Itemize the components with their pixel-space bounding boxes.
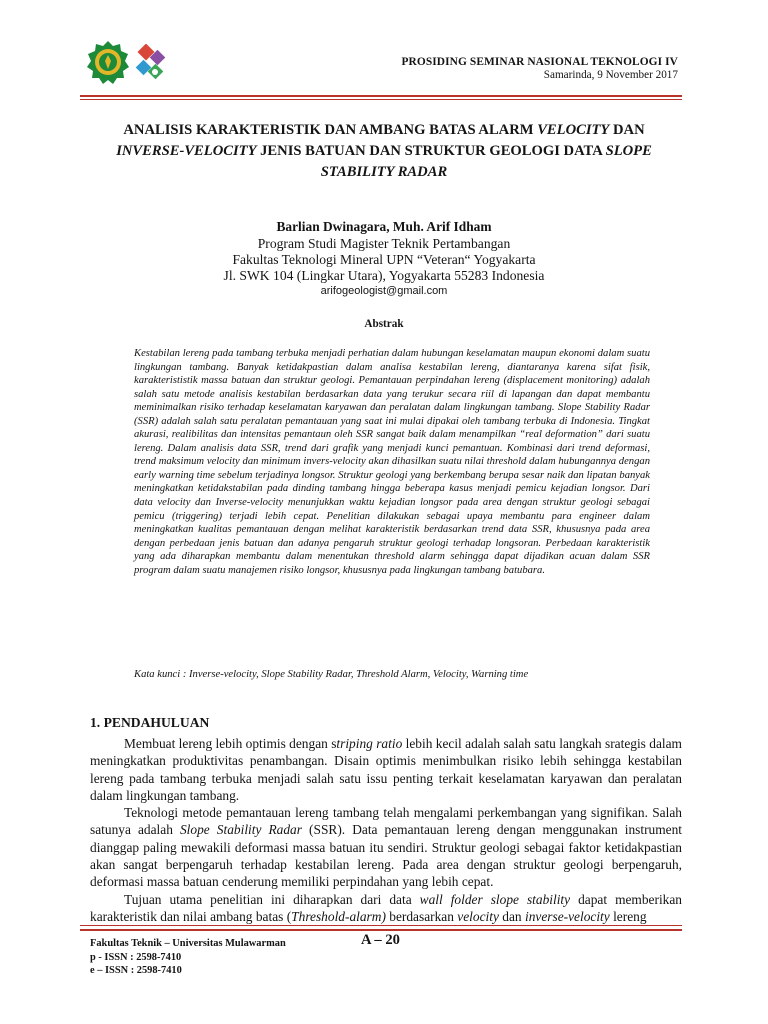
abstract-heading: Abstrak xyxy=(364,318,404,330)
affiliation-line: Fakultas Teknologi Mineral UPN “Veteran“ Yogyakarta xyxy=(232,252,536,267)
page-header xyxy=(0,0,768,108)
body-paragraph: Teknologi metode pemantauan lereng tambang telah mengalami perkembangan yang signifikan. Salah satunya adalah Slope Stability Radar (SSR). Data pemantauan lereng dengan menggunakan instrument dianggap paling mewakili deformasi massa batuan itu sendiri. Struktur geologi sebagai faktor ketidakpastian akan sangat berpengaruh terhadap kestabilan lereng. Pada area dengan struktur geologi berpengaruh, deformasi massa batuan cenderung memiliki perpindahan yang lebih cepat. xyxy=(90,805,683,890)
footer-info xyxy=(90,937,286,978)
conference-info xyxy=(402,56,679,81)
author-email: arifogeologist@gmail.com xyxy=(320,285,448,297)
page-number: A – 20 xyxy=(361,932,400,948)
faculty-logo-icon xyxy=(130,44,168,82)
footer-p-issn: p - ISSN : 2598-7410 xyxy=(90,951,182,963)
header-divider xyxy=(80,95,682,97)
header-divider-thin xyxy=(80,99,682,100)
conference-title: PROSIDING SEMINAR NASIONAL TEKNOLOGI IV xyxy=(401,56,678,68)
footer-divider xyxy=(80,929,682,931)
affiliation-line: Program Studi Magister Teknik Pertambangan xyxy=(257,236,511,251)
keywords: Kata kunci : Inverse-velocity, Slope Stability Radar, Threshold Alarm, Velocity, Warning time xyxy=(134,669,529,680)
university-logo-icon xyxy=(86,40,130,84)
body-paragraph: Tujuan utama penelitian ini diharapkan dari data wall folder slope stability dapat memberikan karakteristik dan nilai ambang batas (Threshold-alarm) berdasarkan velocity dan inverse-velocity lereng xyxy=(90,891,682,924)
paper-title: ANALISIS KARAKTERISTIK DAN AMBANG BATAS ALARM VELOCITY DAN INVERSE-VELOCITY JENIS BATUAN DAN STRUKTUR GEOLOGI DATA SLOPE STABILITY RADAR xyxy=(116,122,652,180)
section-heading: 1. PENDAHULUAN xyxy=(90,715,210,730)
section-body xyxy=(90,735,682,925)
footer-institution: Fakultas Teknik – Universitas Mulawarman xyxy=(90,938,286,949)
paper-authors: Barlian Dwinagara, Muh. Arif Idham xyxy=(276,219,492,234)
abstract-text: Kestabilan lereng pada tambang terbuka menjadi perhatian dalam hubungan keselamatan maupun ekonomi dalam suatu lingkungan tambang. Banyak ketidakpastian dalam analisa kestabilan lereng, diantaranya karena sifat fisik, karakterististik massa batuan dan struktur geologi. Pemantauan perpindahan lereng (displacement monitoring) adalah salah satu metode analisis kestabilan berdasarkan data yang terukur secara riil di lapangan dan dapat membantu meminimalkan risiko terhadap keselamatan karyawan dan peralatan dalam lingkungan tambang. Slope Stability Radar (SSR) adalah salah satu peralatan pemantauan yang saat ini mulai dipakai oleh tambang terbuka di Indonesia. Tingkat akurasi, realibilitas dan intensitas pemantaun oleh SSR sangat baik dalam menampilkan “real deformation” dari suatu lereng. Dalam analisis data SSR, trend dari grafik yang menjadi kunci pemantuan. Kombinasi dari trend deformasi, trend maksimum velocity dan minimum invers-velocity akan dihasilkan suatu nilai threshold dalam hubungannya dengan early warning time sebelum terjadinya longsor. Struktur geologi yang berkembang berupa sesar naik dan lipatan banyak meningkatkan ketidakstabilan pada dinding tambang hingga beberapa kasus menjadi pemicu kejadian longsor. Dari data velocity dan Inverse-velocity menunjukkan waktu kejadian longsor pada area dengan struktur geologi sebagai pemicu (triggering) terjadi lebih cepat. Penelitian dilakukan sebagai upaya membantu para engineer dalam meningkatkan kualitas pemantauan dengan melihat karakteristik berdasarkan trend data SSR, khususnya pada area dengan perbedaan jenis batuan dan adanya pengaruh struktur geologi terhadap longsoran. Perbedaan karakteristik yang ada diharapkan membantu dalam menentukan threshold alarm sehingga dapat dijadikan acuan dalam SSR program dalam suatu manajemen risiko longsor, khususnya pada lingkungan tambang batubara. xyxy=(134,348,650,576)
affiliation-line: Jl. SWK 104 (Lingkar Utara), Yogyakarta 55283 Indonesia xyxy=(223,268,545,283)
footer-e-issn: e – ISSN : 2598-7410 xyxy=(90,965,182,976)
footer-divider-thin xyxy=(80,925,682,926)
body-paragraph: Membuat lereng lebih optimis dengan striping ratio lebih kecil adalah salah satu langkah srategis dalam meningkatkan produktivitas penambangan. Disain optimis menimbulkan risiko lebih sehingga kestabilan lereng pada tambang terbuka menjadi salah satu issu penting terkait keselamatan karyawan dan peralatan dalam lingkungan tambang. xyxy=(90,736,682,803)
conference-date: Samarinda, 9 November 2017 xyxy=(543,69,678,81)
